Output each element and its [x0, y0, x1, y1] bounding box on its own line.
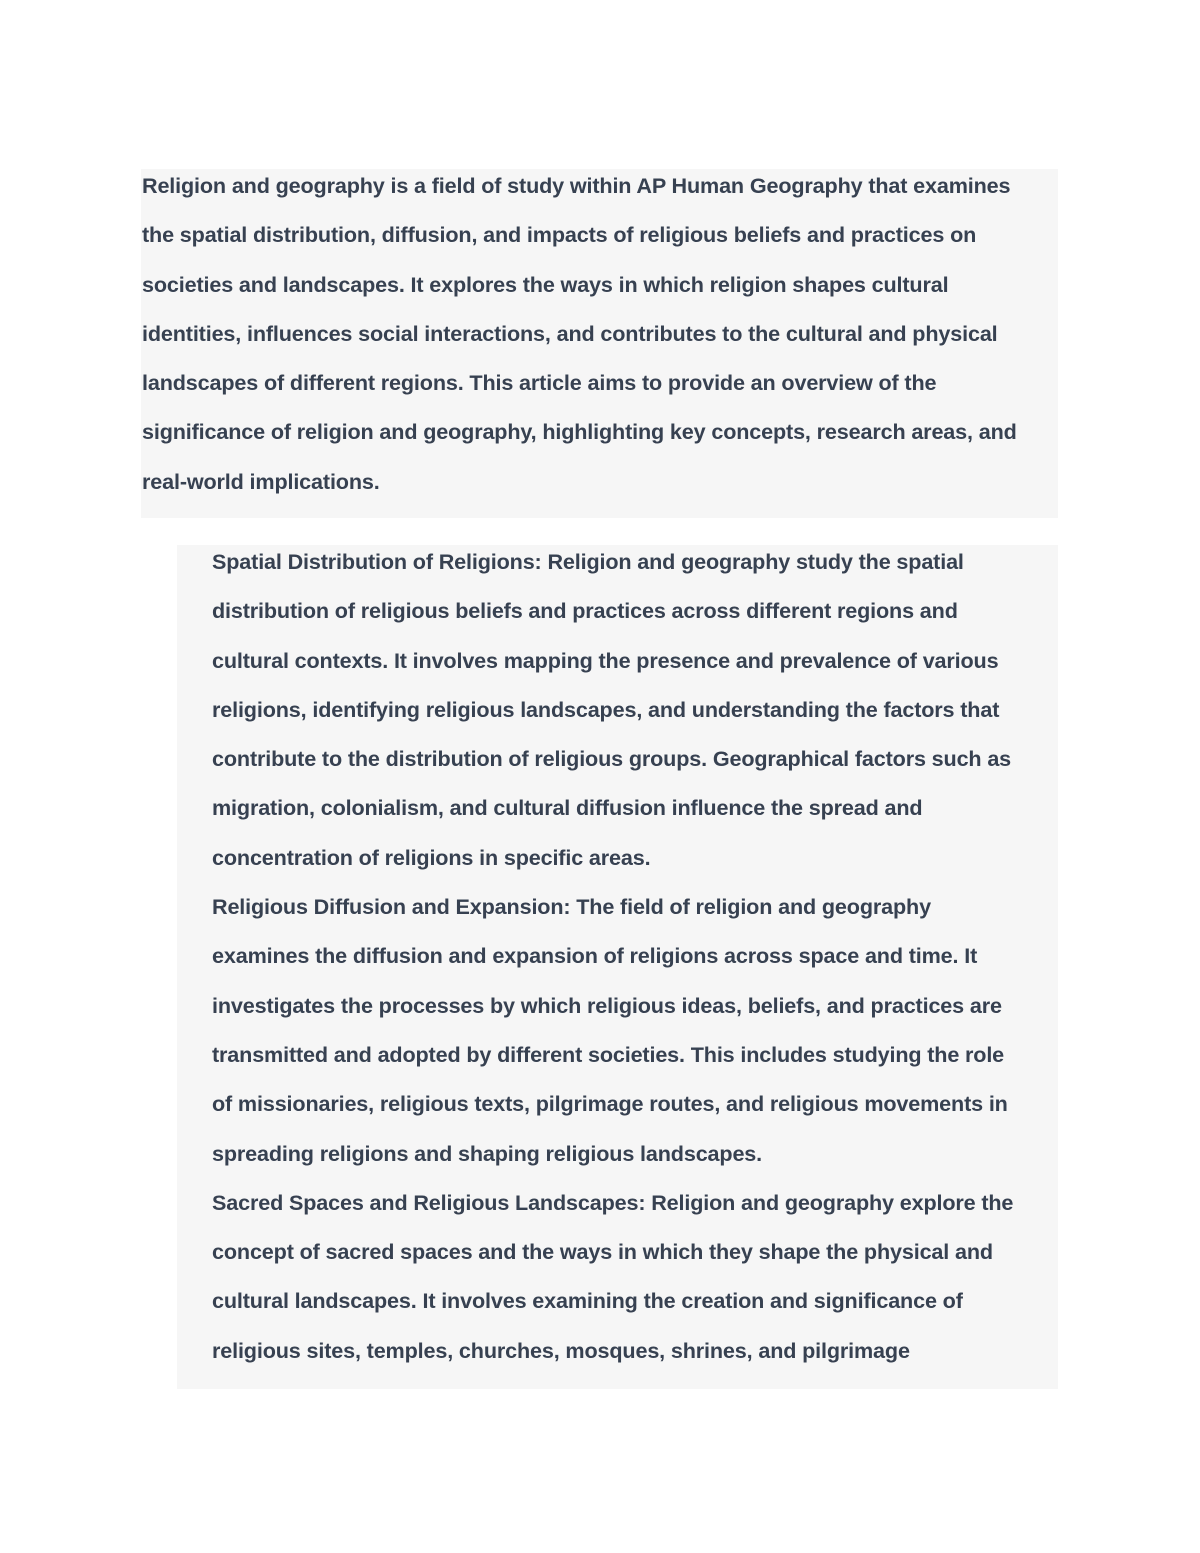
- text-line: Religion and geography is a field of study within AP Human Geography that examines: [142, 173, 1011, 198]
- text-line: of missionaries, religious texts, pilgrimage routes, and religious movements in: [212, 1091, 1008, 1117]
- text-line: concept of sacred spaces and the ways in which they shape the physical and: [212, 1239, 993, 1265]
- text-line: identities, influences social interactions, and contributes to the cultural and physical: [142, 320, 998, 346]
- text-line: religions, identifying religious landscapes, and understanding the factors that: [212, 696, 1000, 722]
- list-item-sacred-spaces: Sacred Spaces and Religious Landscapes: Religion and geography explore the: [212, 1189, 1014, 1215]
- text-line: cultural landscapes. It involves examining the creation and significance of: [212, 1288, 963, 1314]
- text-line: migration, colonialism, and cultural diffusion influence the spread and: [212, 795, 923, 821]
- list-item-spatial-distribution: Spatial Distribution of Religions: Religion and geography study the spatial: [212, 549, 964, 574]
- text-line: significance of religion and geography, highlighting key concepts, research areas, and: [142, 419, 1017, 445]
- text-line: concentration of religions in specific areas.: [212, 844, 651, 870]
- text-line: spreading religions and shaping religious landscapes.: [212, 1140, 763, 1166]
- text-line: religious sites, temples, churches, mosques, shrines, and pilgrimage: [212, 1337, 910, 1363]
- text-line: societies and landscapes. It explores the ways in which religion shapes cultural: [142, 271, 949, 297]
- text-line: distribution of religious beliefs and practices across different regions and: [212, 598, 958, 624]
- text-line: landscapes of different regions. This article aims to provide an overview of the: [142, 370, 937, 396]
- text-line: examines the diffusion and expansion of religions across space and time. It: [212, 943, 978, 969]
- text-line: real-world implications.: [142, 468, 380, 494]
- text-line: transmitted and adopted by different societies. This includes studying the role: [212, 1041, 1005, 1067]
- text-line: cultural contexts. It involves mapping the presence and prevalence of various: [212, 647, 999, 673]
- list-item-religious-diffusion: Religious Diffusion and Expansion: The field of religion and geography: [212, 894, 931, 920]
- text-line: investigates the processes by which religious ideas, beliefs, and practices are: [212, 992, 1002, 1018]
- intro-paragraph: [141, 169, 1058, 518]
- text-line: the spatial distribution, diffusion, and impacts of religious beliefs and practices on: [142, 222, 977, 248]
- topics-list: [177, 545, 1058, 1389]
- text-line: contribute to the distribution of religious groups. Geographical factors such as: [212, 746, 1012, 772]
